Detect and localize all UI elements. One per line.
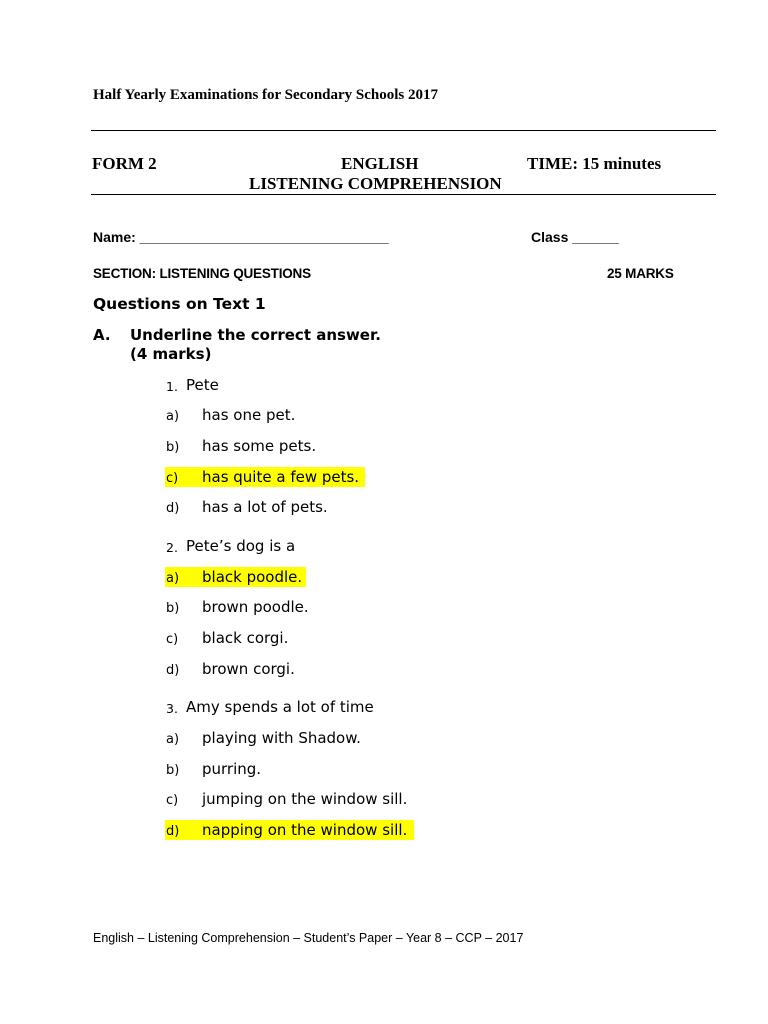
question-stem: Pete [186, 376, 219, 394]
class-field[interactable]: Class ______ [531, 229, 619, 245]
option-letter: b) [166, 440, 180, 455]
option-letter: d) [166, 824, 180, 839]
option-letter: b) [166, 601, 180, 616]
option-letter: a) [166, 409, 180, 424]
option-letter: d) [166, 501, 180, 516]
option-letter: a) [166, 732, 180, 747]
option-text[interactable]: black poodle. [202, 568, 303, 586]
option-text[interactable]: jumping on the window sill. [202, 790, 408, 808]
option-letter: b) [166, 763, 180, 778]
question-number: 2. [166, 540, 178, 555]
time-label: TIME: 15 minutes [527, 154, 662, 173]
question-number: 1. [166, 379, 178, 394]
option-letter: a) [166, 571, 180, 586]
option-letter: c) [166, 471, 179, 486]
page-footer: English – Listening Comprehension – Student’s Paper – Year 8 – CCP – 2017 [93, 931, 524, 945]
option-text[interactable]: purring. [202, 760, 262, 778]
option-letter: c) [166, 632, 179, 647]
option-text[interactable]: has a lot of pets. [202, 498, 328, 516]
section-label: SECTION: LISTENING QUESTIONS [93, 266, 311, 281]
part-instruction-line1: Underline the correct answer. [130, 326, 381, 344]
section-marks: 25 MARKS [607, 266, 674, 281]
option-text[interactable]: brown poodle. [202, 598, 309, 616]
option-text[interactable]: has quite a few pets. [202, 468, 360, 486]
question-stem: Amy spends a lot of time [186, 698, 374, 716]
option-text[interactable]: has one pet. [202, 406, 296, 424]
option-letter: c) [166, 793, 179, 808]
option-text[interactable]: playing with Shadow. [202, 729, 361, 747]
option-text[interactable]: napping on the window sill. [202, 821, 408, 839]
option-letter: d) [166, 663, 180, 678]
part-instruction [130, 326, 381, 364]
question-number: 3. [166, 701, 178, 716]
option-text[interactable]: has some pets. [202, 437, 317, 455]
option-text[interactable]: brown corgi. [202, 660, 295, 678]
header-rule-bottom [91, 194, 716, 195]
paper-title: LISTENING COMPREHENSION [249, 174, 502, 193]
name-field[interactable]: Name: ________________________________ [93, 229, 389, 245]
part-letter: A. [93, 326, 111, 344]
option-text[interactable]: black corgi. [202, 629, 289, 647]
header-rule-top [91, 130, 716, 131]
part-instruction-line2: (4 marks) [130, 345, 212, 363]
subject-label: ENGLISH [341, 154, 419, 173]
exam-title: Half Yearly Examinations for Secondary Schools 2017 [93, 87, 439, 103]
text-heading: Questions on Text 1 [93, 295, 266, 313]
question-stem: Pete’s dog is a [186, 537, 296, 555]
form-label: FORM 2 [92, 154, 157, 173]
